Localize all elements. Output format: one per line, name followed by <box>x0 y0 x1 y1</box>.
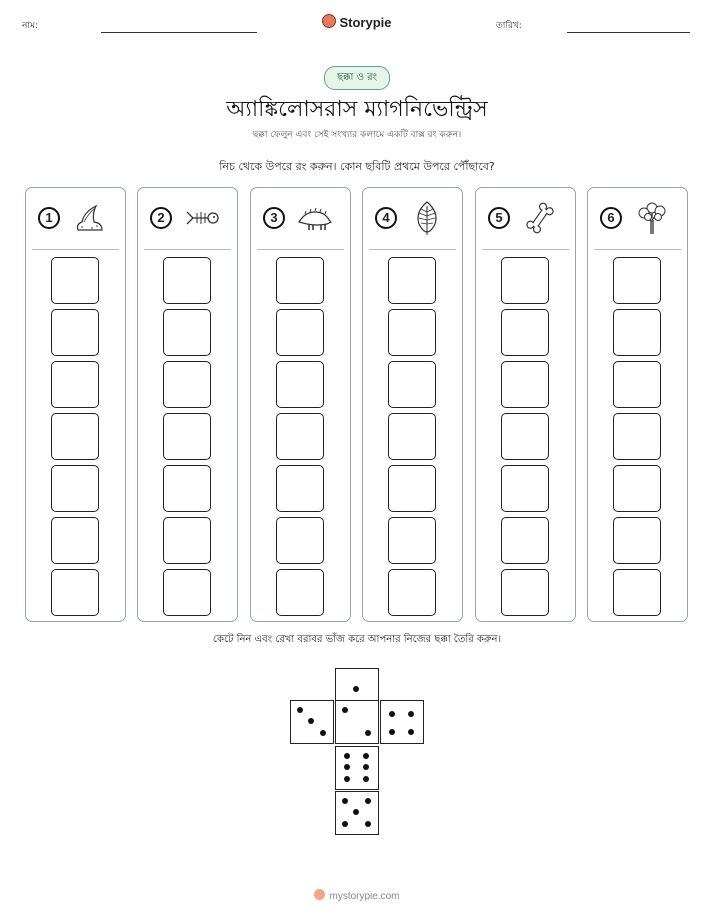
column-5 <box>475 187 576 622</box>
color-box[interactable] <box>388 257 436 304</box>
color-box[interactable] <box>501 309 549 356</box>
column-2 <box>137 187 238 622</box>
color-box[interactable] <box>613 465 661 512</box>
color-box[interactable] <box>388 465 436 512</box>
color-box[interactable] <box>501 413 549 460</box>
color-box[interactable] <box>51 517 99 564</box>
color-box[interactable] <box>388 569 436 616</box>
dice-pip <box>344 776 350 782</box>
color-box[interactable] <box>276 413 324 460</box>
column-number: 5 <box>488 207 510 229</box>
column-number: 6 <box>600 207 622 229</box>
column-divider <box>482 249 569 250</box>
color-box[interactable] <box>276 517 324 564</box>
dice-pip <box>408 711 414 717</box>
activity-badge: ছক্কা ও রং <box>324 66 390 90</box>
leaf-icon <box>409 200 445 236</box>
dice-pip <box>365 821 371 827</box>
color-box[interactable] <box>501 569 549 616</box>
color-box[interactable] <box>163 257 211 304</box>
color-box[interactable] <box>501 517 549 564</box>
column-divider <box>369 249 456 250</box>
color-box[interactable] <box>276 309 324 356</box>
color-box[interactable] <box>501 465 549 512</box>
bear-icon <box>314 889 325 900</box>
dice-pip <box>363 776 369 782</box>
color-box[interactable] <box>163 569 211 616</box>
footer-url[interactable]: mystorypie.com <box>329 891 400 902</box>
column-divider <box>32 249 119 250</box>
dice-pip <box>308 718 314 724</box>
color-box[interactable] <box>388 309 436 356</box>
bone-icon <box>522 200 558 236</box>
dice-net <box>290 668 426 836</box>
date-line <box>567 32 690 33</box>
column-number: 3 <box>263 207 285 229</box>
column-number: 4 <box>375 207 397 229</box>
subtitle: ছক্কা ফেলুন এবং সেই সংখ্যার কলামে একটি বাক্স রং করুন। <box>252 130 462 140</box>
color-box[interactable] <box>613 257 661 304</box>
dinosaur-claw-icon <box>72 200 108 236</box>
dice-pip <box>344 753 350 759</box>
dice-face-5 <box>335 791 379 835</box>
brand-name: Storypie <box>339 15 392 30</box>
color-box[interactable] <box>276 465 324 512</box>
dice-face-6 <box>335 746 379 790</box>
instruction: নিচ থেকে উপরে রং করুন। কোন ছবিটি প্রথমে উপরে পৌঁছাবে? <box>219 160 495 173</box>
color-box[interactable] <box>51 413 99 460</box>
tree-icon <box>634 200 670 236</box>
dice-pip <box>363 753 369 759</box>
color-box[interactable] <box>51 465 99 512</box>
column-divider <box>257 249 344 250</box>
dice-face-3 <box>290 700 334 744</box>
color-box[interactable] <box>501 257 549 304</box>
color-box[interactable] <box>388 517 436 564</box>
dice-face-2 <box>335 700 379 744</box>
dice-pip <box>342 798 348 804</box>
color-box[interactable] <box>388 361 436 408</box>
color-box[interactable] <box>163 309 211 356</box>
column-number: 2 <box>150 207 172 229</box>
dice-pip <box>342 707 348 713</box>
color-box[interactable] <box>163 517 211 564</box>
dice-pip <box>297 707 303 713</box>
name-label: নাম: <box>22 21 39 31</box>
color-box[interactable] <box>388 413 436 460</box>
color-box[interactable] <box>613 361 661 408</box>
brand-logo <box>0 14 714 30</box>
date-label: তারিখ: <box>496 21 522 31</box>
dice-pip <box>408 729 414 735</box>
color-box[interactable] <box>613 413 661 460</box>
color-box[interactable] <box>51 569 99 616</box>
color-box[interactable] <box>613 569 661 616</box>
column-number: 1 <box>38 207 60 229</box>
column-divider <box>594 249 681 250</box>
dice-pip <box>353 809 359 815</box>
dice-pip <box>365 798 371 804</box>
column-divider <box>144 249 231 250</box>
dice-pip <box>320 730 326 736</box>
ankylosaurus-icon <box>297 200 333 236</box>
color-box[interactable] <box>51 309 99 356</box>
page-title: অ্যাঙ্কিলোসরাস ম্যাগনিভেন্ট্রিস <box>226 97 488 122</box>
color-box[interactable] <box>276 569 324 616</box>
color-box[interactable] <box>276 257 324 304</box>
dice-pip <box>389 711 395 717</box>
color-box[interactable] <box>51 361 99 408</box>
color-box[interactable] <box>613 517 661 564</box>
dice-face-4 <box>380 700 424 744</box>
dice-pip <box>389 729 395 735</box>
color-box[interactable] <box>276 361 324 408</box>
cut-instruction: কেটে নিন এবং রেখা বরাবর ভাঁজ করে আপনার নিজের ছক্কা তৈরি করুন। <box>212 634 502 645</box>
color-box[interactable] <box>163 465 211 512</box>
dice-pip <box>342 821 348 827</box>
column-6 <box>587 187 688 622</box>
color-box[interactable] <box>613 309 661 356</box>
bear-icon <box>322 14 336 28</box>
color-box[interactable] <box>51 257 99 304</box>
color-box[interactable] <box>163 413 211 460</box>
dice-pip <box>344 764 350 770</box>
color-box[interactable] <box>163 361 211 408</box>
dice-pip <box>365 730 371 736</box>
column-3 <box>250 187 351 622</box>
name-line <box>101 32 257 33</box>
column-1 <box>25 187 126 622</box>
color-box[interactable] <box>501 361 549 408</box>
footer <box>0 889 714 902</box>
column-4 <box>362 187 463 622</box>
dice-pip <box>353 686 359 692</box>
dice-pip <box>363 764 369 770</box>
fish-skeleton-icon <box>184 200 220 236</box>
